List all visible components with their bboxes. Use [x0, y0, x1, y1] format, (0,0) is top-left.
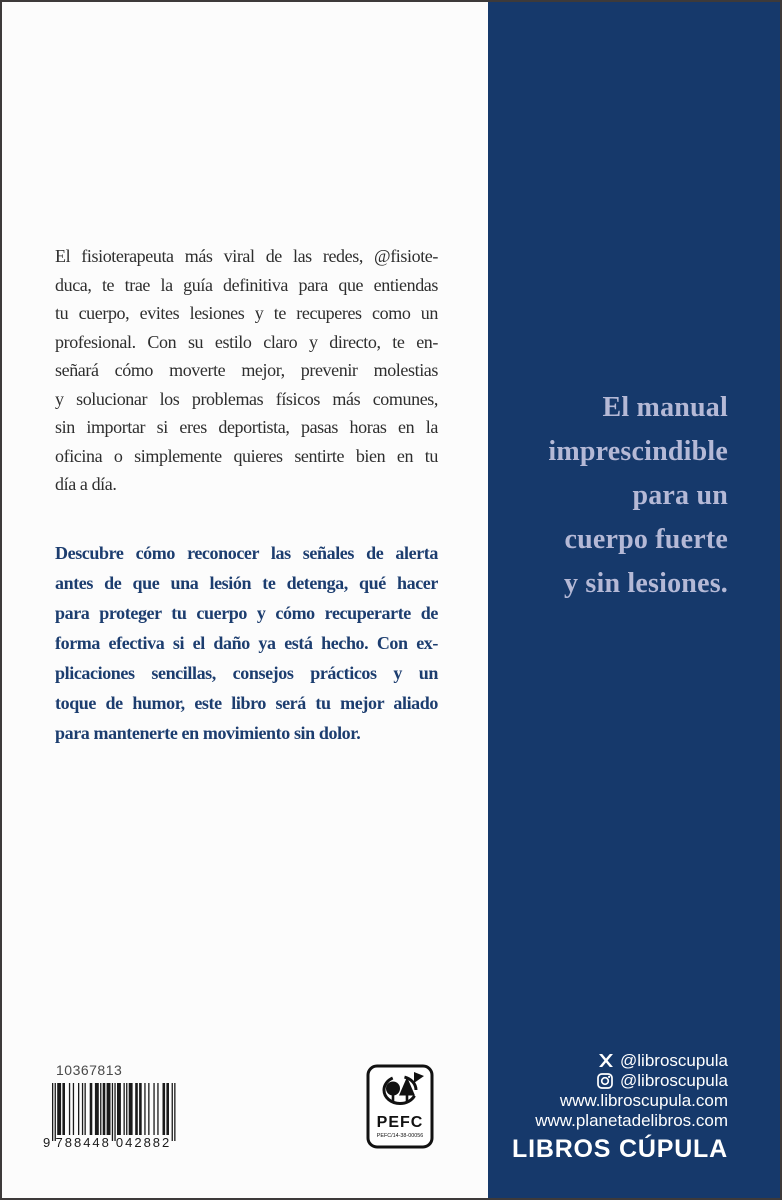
description-line: día a día.: [55, 474, 117, 494]
highlight-line: forma efectiva si el daño ya está hecho. Con ex-: [55, 633, 438, 653]
website-row: [512, 1091, 728, 1110]
description-line: tu cuerpo, evites lesiones y te recuperes como un: [55, 303, 438, 323]
description-line: oficina o simplemente quieres sentirte bien en tu: [55, 445, 438, 466]
pefc-label: PEFC: [376, 1114, 424, 1131]
instagram-handle-row: [512, 1071, 728, 1090]
highlight-line: Descubre cómo reconocer las señales de alerta: [55, 543, 438, 563]
barcode-lead-digit: 9: [43, 1135, 51, 1149]
tagline-line: para un: [632, 480, 728, 511]
spine-band: [488, 2, 780, 1198]
tagline-line: y sin lesiones.: [563, 568, 728, 599]
description-line: duca, te trae la guía definitiva para que entiendas: [55, 274, 438, 295]
publisher-logotype: LIBROS CÚPULA: [512, 1135, 728, 1163]
pefc-logo: [366, 1064, 434, 1149]
tagline-line: cuerpo fuerte: [564, 524, 728, 555]
tagline-line: imprescindible: [548, 436, 728, 467]
description-line: El fisioterapeuta más viral de las redes, @fisiote-: [55, 246, 438, 266]
instagram-handle: @libroscupula: [620, 1071, 728, 1090]
website-row: [512, 1111, 728, 1130]
tagline-line: El manual: [602, 392, 728, 423]
instagram-icon: [597, 1073, 613, 1089]
description-line: sin importar si eres deportista, pasas horas en la: [55, 417, 438, 437]
description-line: y solucionar los problemas físicos más comunes,: [55, 388, 438, 409]
barcode-digit-group: 788448: [55, 1135, 111, 1149]
highlight-line: para mantenerte en movimiento sin dolor.: [55, 723, 361, 743]
highlight-paragraph: [55, 538, 438, 748]
social-block: [512, 1051, 728, 1162]
barcode-digit-group: 042882: [115, 1135, 172, 1149]
x-logo-icon: [599, 1054, 613, 1067]
website-url: www.libroscupula.com: [559, 1091, 728, 1110]
x-handle: @libroscupula: [620, 1051, 728, 1070]
ean13-barcode: [42, 1083, 178, 1149]
product-code: 10367813: [56, 1062, 123, 1078]
description-line: profesional. Con su estilo claro y directo, te en-: [55, 331, 438, 352]
website-url: www.planetadelibros.com: [535, 1111, 728, 1130]
highlight-line: toque de humor, este libro será tu mejor aliado: [55, 693, 438, 713]
highlight-line: para proteger tu cuerpo y cómo recuperarte de: [55, 603, 438, 623]
highlight-line: plicaciones sencillas, consejos prácticos y un: [55, 663, 438, 683]
pefc-cert-code: PEFC/14-38-00056: [376, 1133, 424, 1139]
description-line: señará cómo moverte mejor, prevenir molestias: [55, 360, 438, 380]
description-paragraph: [55, 242, 438, 499]
highlight-line: antes de que una lesión te detenga, qué hacer: [55, 573, 438, 593]
x-handle-row: [512, 1051, 728, 1070]
tagline: [548, 386, 728, 606]
